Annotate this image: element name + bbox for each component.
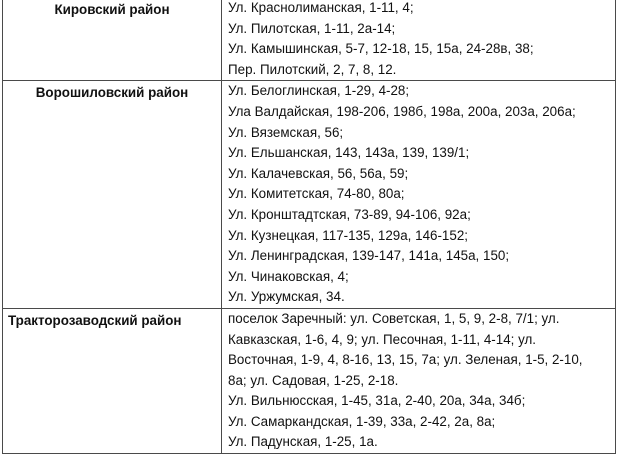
street-line: Ул. Самаркандская, 1-39, 33а, 2-42, 2а, 8а; <box>228 413 496 429</box>
street-line: Ул. Уржумская, 34. <box>228 289 345 305</box>
table-row <box>3 81 616 309</box>
table-row <box>3 0 616 81</box>
street-line: Ул. Краснолиманская, 1-11, 4; <box>228 0 414 15</box>
table-row <box>3 308 616 453</box>
district-name: Ворошиловский район <box>35 85 189 101</box>
street-line: Ул. Комитетская, 74-80, 80а; <box>228 186 405 202</box>
streets-cell <box>222 308 616 453</box>
streets-cell <box>222 0 616 81</box>
streets-cell <box>222 81 616 309</box>
district-name: Тракторозаводский район <box>8 312 182 328</box>
street-line: поселок Заречный: ул. Советская, 1, 5, 9, 2-8, 7/1; ул. <box>228 310 560 326</box>
street-line: Ул. Пилотская, 1-11, 2а-14; <box>228 20 396 36</box>
district-name-cell <box>3 308 222 453</box>
street-line: Восточная, 1-9, 4, 8-16, 13, 15, 7а; ул. Зеленая, 1-5, 2-10, <box>228 352 583 368</box>
street-line: Ул. Калачевская, 56, 56а, 59; <box>228 165 409 181</box>
street-line: Ул. Вяземская, 56; <box>228 124 344 140</box>
street-line: Ул. Падунская, 1-25, 1а. <box>228 434 378 450</box>
street-line: Ул. Чинаковская, 4; <box>228 268 349 284</box>
district-name: Кировский район <box>54 2 170 17</box>
street-line: Ул. Ельшанская, 143, 143а, 139, 139/1; <box>228 145 470 161</box>
street-line: Ул. Белоглинская, 1-29, 4-28; <box>228 83 410 99</box>
street-line: Ула Валдайская, 198-206, 198б, 198а, 200а, 203а, 206а; <box>228 103 576 119</box>
street-line: Ул. Ленинградская, 139-147, 141а, 145а, 150; <box>228 248 510 264</box>
street-line: Кавказская, 1-6, 4, 9; ул. Песочная, 1-11, 4-14; ул. <box>228 331 537 347</box>
street-line: Ул. Камышинская, 5-7, 12-18, 15, 15а, 24-28в, 38; <box>228 41 534 57</box>
districts-table <box>2 0 616 454</box>
district-name-cell <box>3 81 222 309</box>
street-line: Ул. Вильнюсская, 1-45, 31а, 2-40, 20а, 34а, 34б; <box>228 393 526 409</box>
street-line: Ул. Кронштадтская, 73-89, 94-106, 92а; <box>228 206 471 222</box>
street-line: 8а; ул. Садовая, 1-25, 2-18. <box>228 372 399 388</box>
street-line: Пер. Пилотский, 2, 7, 8, 12. <box>228 61 397 77</box>
street-line: Ул. Кузнецкая, 117-135, 129а, 146-152; <box>228 227 468 243</box>
district-name-cell <box>3 0 222 81</box>
